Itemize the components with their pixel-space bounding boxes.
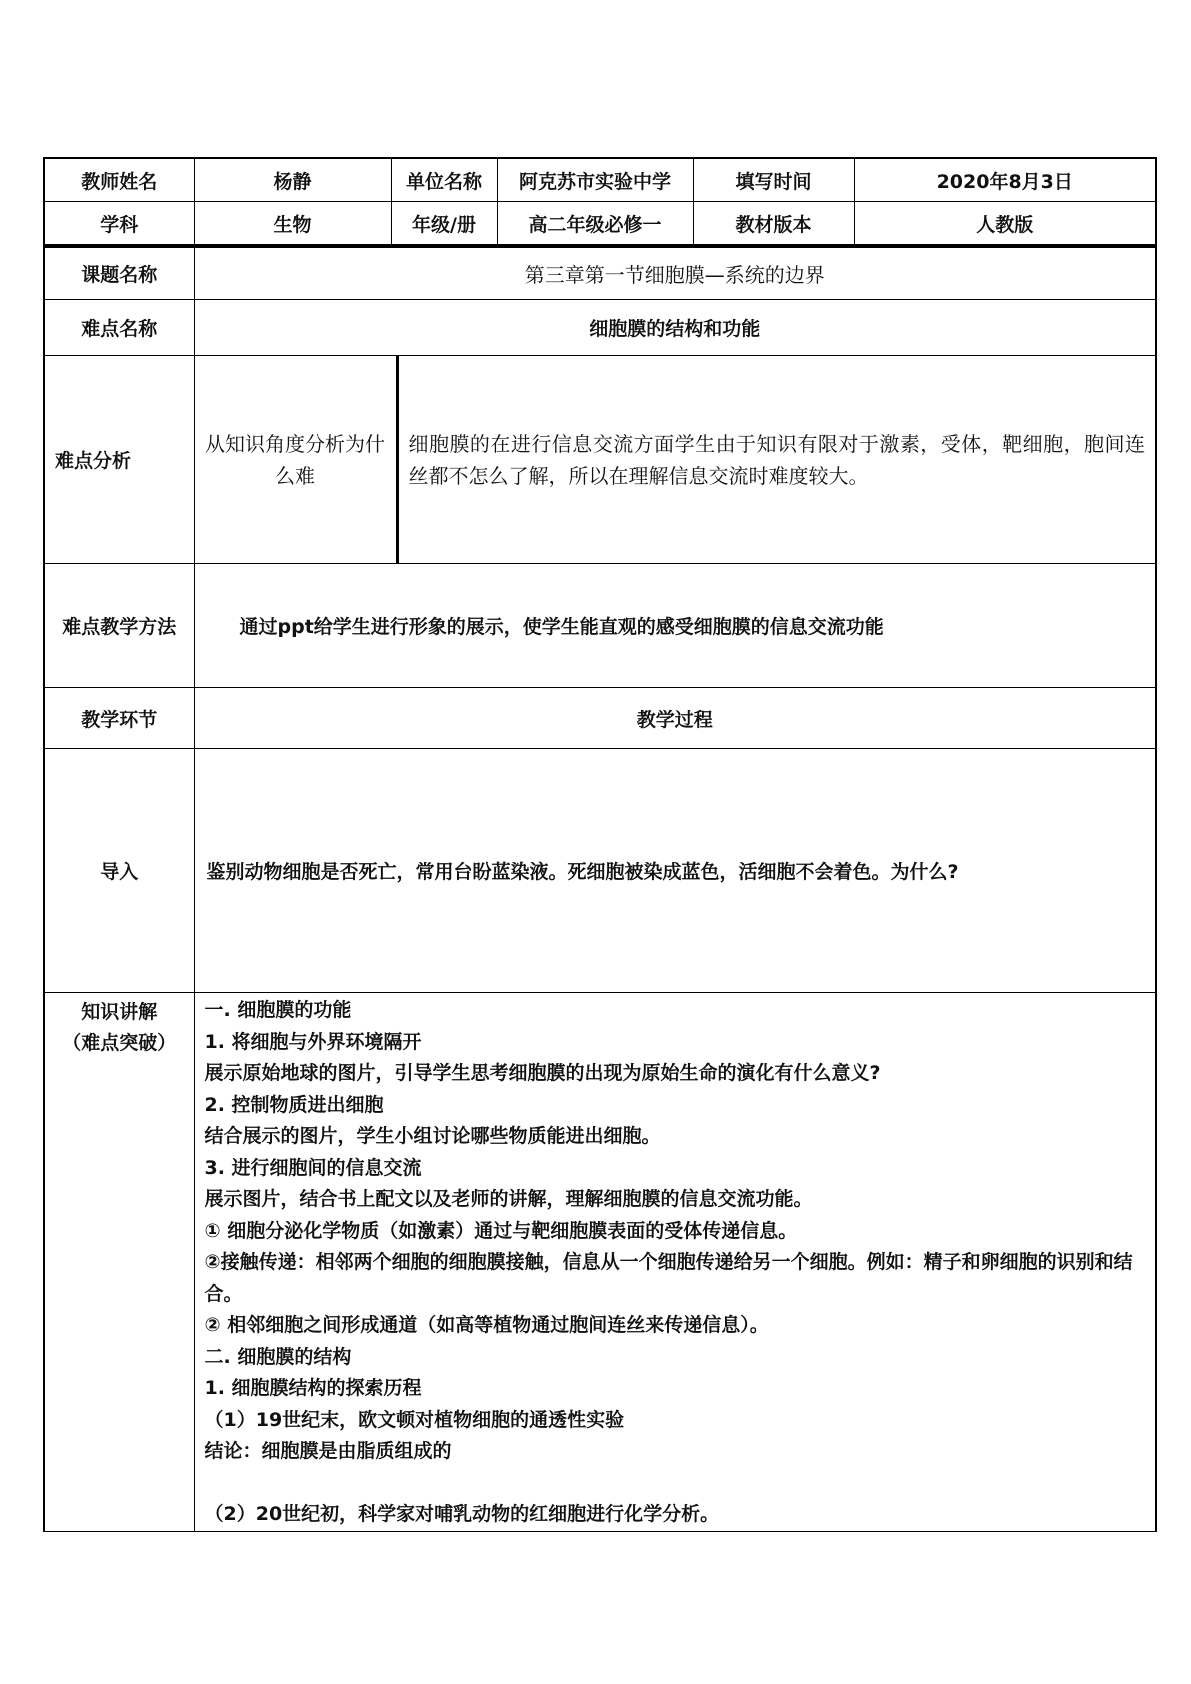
knowledge-row	[44, 993, 1156, 1532]
knowledge-line: 展示图片，结合书上配文以及老师的讲解，理解细胞膜的信息交流功能。	[204, 1188, 813, 1210]
knowledge-label-line1: 知识讲解	[81, 1001, 158, 1023]
analysis-label: 难点分析	[44, 356, 194, 564]
knowledge-line: （1）19世纪末，欧文顿对植物细胞的通透性实验	[204, 1408, 625, 1431]
edition-value: 人教版	[854, 202, 1156, 245]
knowledge-line: ②接触传递：相邻两个细胞的细胞膜接触，信息从一个细胞传递给另一个细胞。例如：精子和卵细胞的识别和结合。	[204, 1251, 1133, 1305]
topic-label: 课题名称	[44, 247, 194, 300]
process-header-row	[44, 688, 1156, 749]
difficulty-label: 难点名称	[44, 300, 194, 356]
knowledge-line: 1. 将细胞与外界环境隔开	[204, 1030, 422, 1053]
subject-label: 学科	[44, 202, 194, 245]
analysis-sub-label: 从知识角度分析为什么难	[194, 356, 397, 564]
process-stage-label: 教学环节	[44, 688, 194, 749]
edition-label: 教材版本	[693, 202, 854, 245]
date-value: 2020年8月3日	[854, 158, 1156, 202]
knowledge-label	[44, 993, 194, 1532]
difficulty-row	[44, 300, 1156, 356]
lesson-plan-page	[43, 157, 1155, 1532]
analysis-row	[44, 356, 1156, 564]
knowledge-line: 展示原始地球的图片，引导学生思考细胞膜的出现为原始生命的演化有什么意义?	[204, 1062, 881, 1084]
knowledge-line: 结合展示的图片，学生小组讨论哪些物质能进出细胞。	[204, 1125, 661, 1147]
process-header-value: 教学过程	[194, 688, 1156, 749]
knowledge-line: 结论：细胞膜是由脂质组成的	[204, 1440, 452, 1462]
teacher-label: 教师姓名	[44, 158, 194, 202]
knowledge-label-line2: （难点突破）	[62, 1032, 177, 1054]
knowledge-line: 一. 细胞膜的功能	[204, 999, 352, 1021]
knowledge-blank-line	[205, 1468, 1146, 1500]
date-label: 填写时间	[693, 158, 854, 202]
knowledge-line: ② 相邻细胞之间形成通道（如高等植物通过胞间连丝来传递信息）。	[204, 1314, 769, 1336]
header-row-2	[44, 202, 1156, 245]
knowledge-line: 2. 控制物质进出细胞	[204, 1093, 384, 1116]
knowledge-line: （2）20世纪初，科学家对哺乳动物的红细胞进行化学分析。	[204, 1503, 720, 1525]
intro-text: 鉴别动物细胞是否死亡，常用台盼蓝染液。死细胞被染成蓝色，活细胞不会着色。为什么?	[194, 749, 1156, 993]
analysis-text: 细胞膜的在进行信息交流方面学生由于知识有限对于激素，受体，靶细胞，胞间连丝都不怎么了解，所以在理解信息交流时难度较大。	[397, 356, 1156, 564]
knowledge-line: 3. 进行细胞间的信息交流	[204, 1156, 422, 1179]
lesson-content-table	[43, 245, 1157, 1532]
knowledge-content	[194, 993, 1156, 1532]
difficulty-value: 细胞膜的结构和功能	[194, 300, 1156, 356]
header-info-table	[43, 157, 1157, 245]
method-label: 难点教学方法	[44, 564, 194, 688]
method-row	[44, 564, 1156, 688]
teacher-value: 杨静	[194, 158, 391, 202]
topic-row	[44, 247, 1156, 300]
method-text: 通过ppt给学生进行形象的展示，使学生能直观的感受细胞膜的信息交流功能	[194, 564, 1156, 688]
header-row-1	[44, 158, 1156, 202]
knowledge-line: ① 细胞分泌化学物质（如激素）通过与靶细胞膜表面的受体传递信息。	[204, 1219, 798, 1242]
intro-label: 导入	[44, 749, 194, 993]
knowledge-line: 二. 细胞膜的结构	[204, 1345, 352, 1368]
grade-value: 高二年级必修一	[497, 202, 693, 245]
knowledge-line: 1. 细胞膜结构的探索历程	[204, 1377, 422, 1399]
subject-value: 生物	[194, 202, 391, 245]
unit-value: 阿克苏市实验中学	[497, 158, 693, 202]
unit-label: 单位名称	[391, 158, 497, 202]
grade-label: 年级/册	[391, 202, 497, 245]
topic-value: 第三章第一节细胞膜—系统的边界	[194, 247, 1156, 300]
intro-row	[44, 749, 1156, 993]
